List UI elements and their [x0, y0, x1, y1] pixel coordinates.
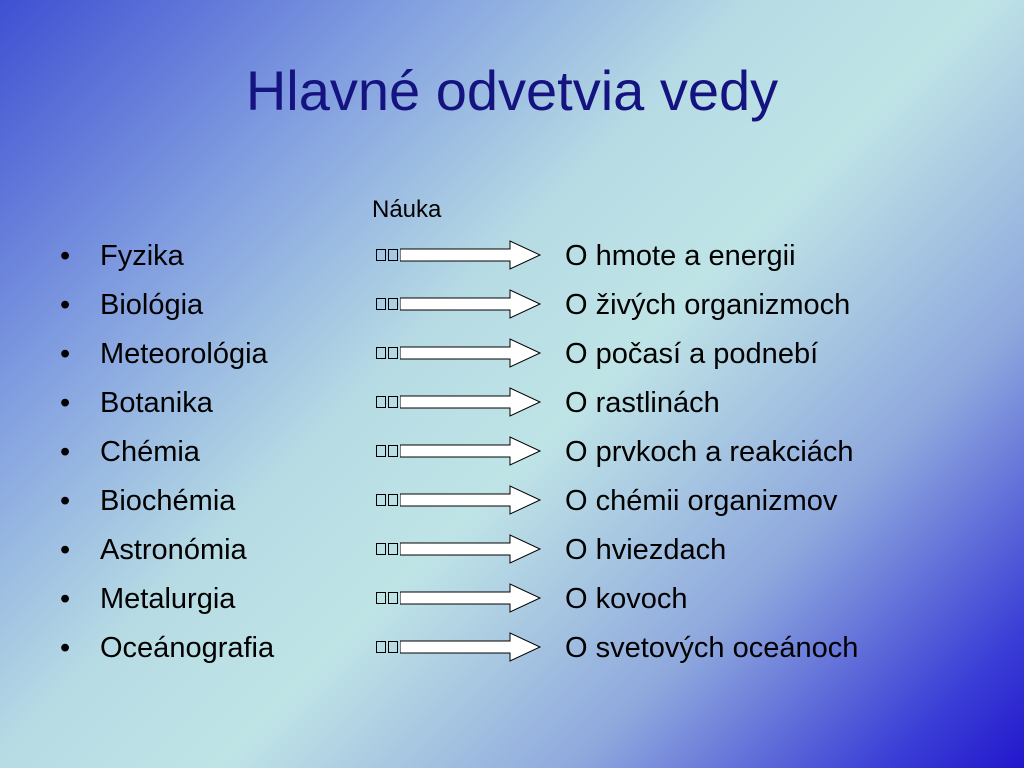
- bullet: •: [60, 338, 71, 370]
- missing-glyph-icon: [376, 445, 402, 459]
- science-name: Chémia: [100, 436, 200, 468]
- missing-glyph-icon: [376, 543, 402, 557]
- missing-glyph-icon: [376, 494, 402, 508]
- science-description: O hmote a energii: [565, 240, 796, 272]
- list-item: [0, 628, 1024, 668]
- right-arrow-icon: [400, 583, 550, 613]
- science-description: O prvkoch a reakciách: [565, 436, 854, 468]
- science-name: Botanika: [100, 387, 213, 419]
- bullet: •: [60, 436, 71, 468]
- list-item: [0, 334, 1024, 374]
- slide-title: Hlavné odvetvia vedy: [245, 59, 779, 122]
- science-description: O hviezdach: [565, 534, 727, 566]
- science-description: O rastlinách: [565, 387, 720, 419]
- right-arrow-icon: [400, 338, 550, 368]
- science-name: Astronómia: [100, 534, 247, 566]
- right-arrow-icon: [400, 485, 550, 515]
- list-item: [0, 432, 1024, 472]
- bullet: •: [60, 387, 71, 419]
- bullet: •: [60, 485, 71, 517]
- right-arrow-icon: [400, 632, 550, 662]
- science-description: O živých organizmoch: [565, 289, 851, 321]
- bullet: •: [60, 240, 71, 272]
- bullet: •: [60, 289, 71, 321]
- right-arrow-icon: [400, 387, 550, 417]
- bullet: •: [60, 632, 71, 664]
- right-arrow-icon: [400, 436, 550, 466]
- list-item: [0, 285, 1024, 325]
- missing-glyph-icon: [376, 249, 402, 263]
- column-header: Náuka: [372, 196, 442, 223]
- missing-glyph-icon: [376, 641, 402, 655]
- science-name: Oceánografia: [100, 632, 275, 664]
- science-name: Biochémia: [100, 485, 236, 517]
- science-name: Biológia: [100, 289, 204, 321]
- missing-glyph-icon: [376, 347, 402, 361]
- science-name: Fyzika: [100, 240, 184, 272]
- right-arrow-icon: [400, 240, 550, 270]
- right-arrow-icon: [400, 534, 550, 564]
- missing-glyph-icon: [376, 592, 402, 606]
- bullet: •: [60, 534, 71, 566]
- science-name: Metalurgia: [100, 583, 236, 615]
- missing-glyph-icon: [376, 396, 402, 410]
- list-item: [0, 481, 1024, 521]
- bullet: •: [60, 583, 71, 615]
- list-item: [0, 530, 1024, 570]
- right-arrow-icon: [400, 289, 550, 319]
- missing-glyph-icon: [376, 298, 402, 312]
- science-description: O chémii organizmov: [565, 485, 838, 517]
- list-item: [0, 383, 1024, 423]
- list-item: [0, 579, 1024, 619]
- science-description: O počasí a podnebí: [565, 338, 819, 370]
- science-description: O svetových oceánoch: [565, 632, 859, 664]
- list-item: [0, 236, 1024, 276]
- science-description: O kovoch: [565, 583, 688, 615]
- science-name: Meteorológia: [100, 338, 268, 370]
